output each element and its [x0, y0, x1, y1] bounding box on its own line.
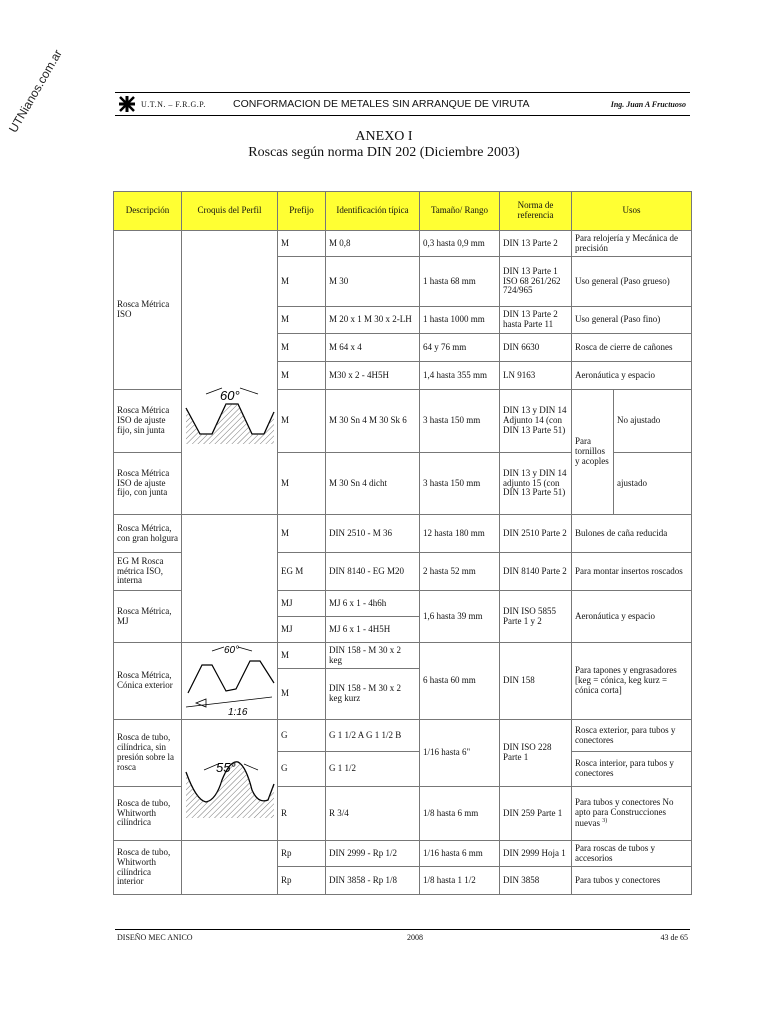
col-croquis: Croquis del Perfil — [182, 192, 278, 231]
prefijo-cell: M — [278, 669, 326, 720]
norma-cell: DIN 13 Parte 2 — [500, 231, 572, 257]
tam-cell: 3 hasta 150 mm — [420, 453, 500, 515]
tam-cell: 1 hasta 68 mm — [420, 257, 500, 307]
prefijo-cell: M — [278, 334, 326, 362]
usos-cell: Rosca de cierre de cañones — [572, 334, 692, 362]
desc-cell: Rosca Métrica, con gran holgura — [114, 515, 182, 553]
norma-cell: DIN 158 — [500, 643, 572, 720]
usos-cell: Uso general (Paso grueso) — [572, 257, 692, 307]
id-cell: M 0,8 — [326, 231, 420, 257]
id-cell: MJ 6 x 1 - 4h6h — [326, 591, 420, 617]
prefijo-cell: MJ — [278, 617, 326, 643]
id-cell: M 30 Sn 4 M 30 Sk 6 — [326, 390, 420, 453]
col-tamano: Tamaño/ Rango — [420, 192, 500, 231]
id-cell: M 20 x 1 M 30 x 2-LH — [326, 307, 420, 334]
table-row — [114, 841, 692, 867]
desc-cell: Rosca Métrica, MJ — [114, 591, 182, 643]
desc-cell: Rosca de tubo, cilíndrica, sin presión sobre la rosca — [114, 720, 182, 787]
prefijo-cell: M — [278, 307, 326, 334]
tam-cell: 0,3 hasta 0,9 mm — [420, 231, 500, 257]
table-row — [114, 515, 692, 553]
taper-label: 1:16 — [228, 707, 248, 718]
desc-cell: Rosca Métrica, Cónica exterior — [114, 643, 182, 720]
whitworth-thread-sketch — [182, 720, 278, 840]
norma-cell: DIN 13 Parte 1 ISO 68 261/262 724/965 — [500, 257, 572, 307]
usos-cell: Aeronáutica y espacio — [572, 591, 692, 643]
norma-cell: DIN 2510 Parte 2 — [500, 515, 572, 553]
prefijo-cell: R — [278, 786, 326, 840]
prefijo-cell: Rp — [278, 841, 326, 867]
prefijo-cell: G — [278, 720, 326, 752]
prefijo-cell: EG M — [278, 553, 326, 591]
footnote-ref: 3) — [602, 817, 608, 824]
id-cell: M 64 x 4 — [326, 334, 420, 362]
desc-cell: EG M Rosca métrica ISO, interna — [114, 553, 182, 591]
tam-cell: 1/16 hasta 6 mm — [420, 841, 500, 867]
col-norma: Norma de referencia — [500, 192, 572, 231]
usos-cell: No ajustado — [614, 390, 692, 453]
usos-cell: Para tapones y engrasadores [keg = cónica, keg kurz = cónica corta] — [572, 643, 692, 720]
prefijo-cell: G — [278, 752, 326, 787]
prefijo-cell: M — [278, 453, 326, 515]
col-identificacion: Identificación típica — [326, 192, 420, 231]
usos-cell: Bulones de caña reducida — [572, 515, 692, 553]
sketch-cell — [182, 720, 278, 841]
usos-cell: Para montar insertos roscados — [572, 553, 692, 591]
prefijo-cell: M — [278, 515, 326, 553]
desc-cell: Rosca Métrica ISO de ajuste fijo, sin junta — [114, 390, 182, 453]
prefijo-cell: M — [278, 257, 326, 307]
id-cell: DIN 158 - M 30 x 2 keg kurz — [326, 669, 420, 720]
norma-cell: DIN 6630 — [500, 334, 572, 362]
id-cell: DIN 2999 - Rp 1/2 — [326, 841, 420, 867]
prefijo-cell: M — [278, 362, 326, 390]
usos-cell: Rosca interior, para tubos y conectores — [572, 752, 692, 787]
norma-cell: LN 9163 — [500, 362, 572, 390]
page-header — [115, 92, 690, 116]
usos-cell: Uso general (Paso fino) — [572, 307, 692, 334]
norma-cell: DIN 13 y DIN 14 adjunto 15 (con DIN 13 Parte 51) — [500, 453, 572, 515]
col-prefijo: Prefijo — [278, 192, 326, 231]
sketch-cell-empty — [182, 515, 278, 643]
watermark: UTNianos.com.ar — [6, 47, 65, 136]
id-cell: G 1 1/2 A G 1 1/2 B — [326, 720, 420, 752]
norma-cell: DIN ISO 5855 Parte 1 y 2 — [500, 591, 572, 643]
id-cell: DIN 3858 - Rp 1/8 — [326, 867, 420, 895]
norma-cell: DIN 13 y DIN 14 Adjunto 14 (con DIN 13 Parte 51) — [500, 390, 572, 453]
tam-cell: 3 hasta 150 mm — [420, 390, 500, 453]
usos-cell: Para roscas de tubos y accesorios — [572, 841, 692, 867]
usos-cell: Para relojería y Mecánica de precisión — [572, 231, 692, 257]
tam-cell: 1 hasta 1000 mm — [420, 307, 500, 334]
prefijo-cell: M — [278, 231, 326, 257]
desc-cell: Rosca Métrica ISO de ajuste fijo, con junta — [114, 453, 182, 515]
usos-cell: Rosca exterior, para tubos y conectores — [572, 720, 692, 752]
tam-cell: 64 y 76 mm — [420, 334, 500, 362]
tam-cell: 12 hasta 180 mm — [420, 515, 500, 553]
utn-logo-icon — [119, 96, 135, 112]
id-cell: M30 x 2 - 4H5H — [326, 362, 420, 390]
table-row — [114, 231, 692, 257]
col-descripcion: Descripción — [114, 192, 182, 231]
id-cell: MJ 6 x 1 - 4H5H — [326, 617, 420, 643]
id-cell: M 30 Sn 4 dicht — [326, 453, 420, 515]
tam-cell: 6 hasta 60 mm — [420, 643, 500, 720]
sketch-cell-empty — [182, 841, 278, 895]
angle-label: 60° — [220, 388, 240, 403]
id-cell: DIN 2510 - M 36 — [326, 515, 420, 553]
prefijo-cell: M — [278, 390, 326, 453]
tam-cell: 1/16 hasta 6" — [420, 720, 500, 787]
metric-thread-sketch — [182, 231, 278, 514]
prefijo-cell: Rp — [278, 867, 326, 895]
tam-cell: 1,4 hasta 355 mm — [420, 362, 500, 390]
norma-cell: DIN 13 Parte 2 hasta Parte 11 — [500, 307, 572, 334]
prefijo-cell: M — [278, 643, 326, 669]
usos-text: Para tubos y conectores No apto para Construcciones nuevas — [575, 797, 674, 828]
annex-subtitle: Roscas según norma DIN 202 (Diciembre 2003) — [248, 145, 520, 160]
tam-cell: 1/8 hasta 6 mm — [420, 786, 500, 840]
table-row — [114, 643, 692, 669]
desc-cell: Rosca de tubo, Whitworth cilíndrica — [114, 786, 182, 840]
institution: U.T.N. – F.R.G.P. — [141, 100, 206, 109]
norma-cell: DIN 259 Parte 1 — [500, 786, 572, 840]
usos-cell: Para tornillos y acoples — [572, 390, 614, 515]
desc-cell: Rosca Métrica ISO — [114, 231, 182, 390]
footer-page: 43 de 65 — [660, 933, 688, 942]
footer-left: DISEÑO MEC ANICO — [117, 933, 193, 942]
table-row — [114, 720, 692, 752]
id-cell: DIN 8140 - EG M20 — [326, 553, 420, 591]
header-author: Ing. Juan A Fructuoso — [610, 100, 686, 109]
sketch-cell — [182, 643, 278, 720]
usos-cell — [572, 786, 692, 840]
prefijo-cell: MJ — [278, 591, 326, 617]
norma-cell: DIN ISO 228 Parte 1 — [500, 720, 572, 787]
id-cell: R 3/4 — [326, 786, 420, 840]
id-cell: G 1 1/2 — [326, 752, 420, 787]
tam-cell: 2 hasta 52 mm — [420, 553, 500, 591]
annex-title: ANEXO I — [355, 129, 413, 144]
usos-cell: Aeronáutica y espacio — [572, 362, 692, 390]
angle-label: 60° — [224, 645, 240, 656]
norma-cell: DIN 8140 Parte 2 — [500, 553, 572, 591]
angle-label: 55° — [216, 760, 236, 775]
tapered-thread-sketch — [182, 643, 278, 719]
header-title: CONFORMACION DE METALES SIN ARRANQUE DE VIRUTA — [233, 98, 530, 110]
norma-cell: DIN 2999 Hoja 1 — [500, 841, 572, 867]
usos-cell: ajustado — [614, 453, 692, 515]
usos-cell: Para tubos y conectores — [572, 867, 692, 895]
id-cell: DIN 158 - M 30 x 2 keg — [326, 643, 420, 669]
table-header-row — [114, 192, 692, 231]
page-footer — [115, 929, 690, 942]
col-usos: Usos — [572, 192, 692, 231]
sketch-cell — [182, 231, 278, 515]
thread-table — [113, 191, 692, 895]
desc-cell: Rosca de tubo, Whitworth cilíndrica interior — [114, 841, 182, 895]
tam-cell: 1/8 hasta 1 1/2 — [420, 867, 500, 895]
tam-cell: 1,6 hasta 39 mm — [420, 591, 500, 643]
id-cell: M 30 — [326, 257, 420, 307]
footer-center: 2008 — [407, 933, 423, 942]
norma-cell: DIN 3858 — [500, 867, 572, 895]
